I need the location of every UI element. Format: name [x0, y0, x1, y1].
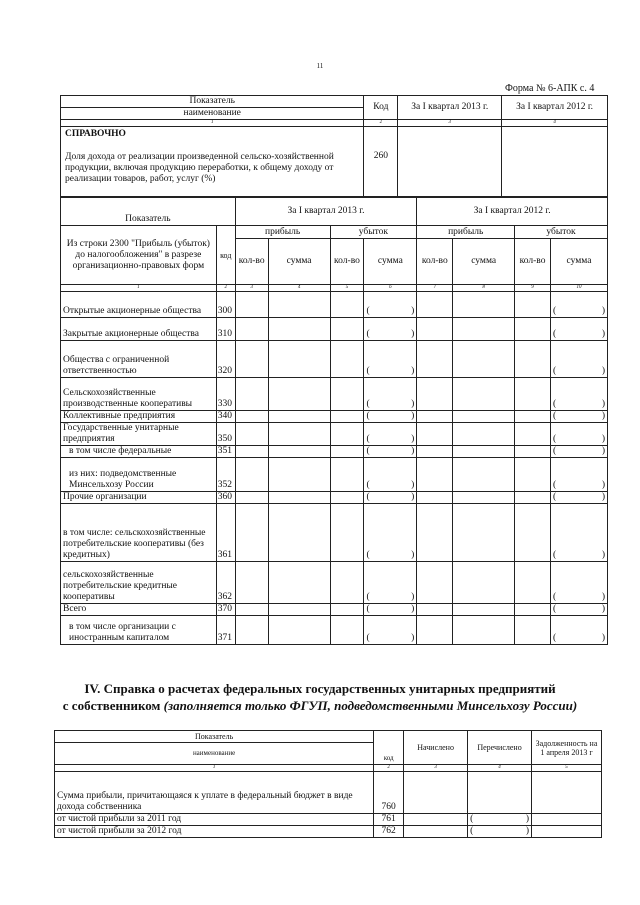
row-label: Всего: [61, 604, 217, 616]
header-q1-2012: За I квартал 2012 г.: [502, 96, 608, 120]
col-index: 4: [468, 765, 532, 772]
table-row: [61, 423, 608, 446]
count-cell[interactable]: [417, 318, 453, 341]
count-cell[interactable]: [235, 446, 268, 458]
header-code: код: [216, 226, 235, 285]
sum-cell[interactable]: [453, 504, 515, 562]
open-paren: (: [366, 592, 370, 602]
header-indicator: Показатель: [61, 198, 236, 226]
count-cell[interactable]: [330, 504, 364, 562]
header-sum: сумма: [364, 239, 417, 285]
row-label: в том числе: сельскохозяйственные потребительские кооперативы (без кредитных): [61, 504, 217, 562]
row-code: 362: [216, 562, 235, 604]
transferred-cell[interactable]: [468, 772, 532, 814]
row-label: из них: подведомственные Минсельхозу России: [61, 458, 217, 492]
header-sum: сумма: [551, 239, 608, 285]
row-label: в том числе федеральные: [61, 446, 217, 458]
count-cell[interactable]: [417, 411, 453, 423]
open-paren: (: [553, 399, 557, 409]
header-debt: Задолженность на 1 апреля 2013 г: [532, 731, 602, 765]
page-number: 11: [316, 62, 324, 70]
sum-cell[interactable]: [453, 411, 515, 423]
close-paren: ): [411, 399, 415, 409]
row-code: 760: [374, 772, 404, 814]
col-index: 1: [61, 120, 364, 127]
settlements-table: [54, 730, 602, 838]
reference-table: [60, 95, 608, 197]
open-paren: (: [553, 604, 557, 614]
open-paren: (: [366, 480, 370, 490]
open-paren: (: [366, 366, 370, 376]
sum-cell[interactable]: [268, 504, 330, 562]
count-cell[interactable]: [515, 492, 551, 504]
open-paren: (: [366, 604, 370, 614]
loss-sum-cell[interactable]: [551, 604, 608, 616]
header-name: наименование: [61, 108, 364, 120]
sum-cell[interactable]: [453, 604, 515, 616]
open-paren: (: [553, 480, 557, 490]
open-paren: (: [553, 446, 557, 456]
loss-sum-cell[interactable]: [551, 492, 608, 504]
table-row: [55, 826, 602, 838]
debt-cell[interactable]: [532, 826, 602, 838]
close-paren: ): [525, 814, 529, 824]
row-code: 320: [216, 341, 235, 378]
open-paren: (: [553, 550, 557, 560]
col-index: 2: [364, 120, 398, 127]
table-row: [61, 318, 608, 341]
count-cell[interactable]: [417, 492, 453, 504]
row-code: 350: [216, 423, 235, 446]
header-profit: прибыль: [417, 226, 515, 239]
close-paren: ): [411, 306, 415, 316]
count-cell[interactable]: [515, 616, 551, 645]
col-index: 4: [268, 285, 330, 292]
close-paren: ): [411, 633, 415, 643]
count-cell[interactable]: [417, 446, 453, 458]
header-code: код: [374, 731, 404, 765]
table-row: [61, 378, 608, 411]
row-code: 340: [216, 411, 235, 423]
close-paren: ): [411, 592, 415, 602]
sum-cell[interactable]: [268, 446, 330, 458]
sum-cell[interactable]: [453, 616, 515, 645]
loss-sum-cell[interactable]: [551, 411, 608, 423]
header-q1-2013: За I квартал 2013 г.: [235, 198, 417, 226]
open-paren: (: [553, 366, 557, 376]
sum-cell[interactable]: [268, 411, 330, 423]
col-index: 3: [398, 120, 502, 127]
debt-cell[interactable]: [532, 772, 602, 814]
loss-sum-cell[interactable]: [551, 292, 608, 318]
count-cell[interactable]: [515, 562, 551, 604]
open-paren: (: [553, 329, 557, 339]
sum-cell[interactable]: [268, 492, 330, 504]
sum-cell[interactable]: [453, 458, 515, 492]
sum-cell[interactable]: [268, 318, 330, 341]
open-paren: (: [366, 550, 370, 560]
count-cell[interactable]: [235, 318, 268, 341]
close-paren: ): [601, 550, 605, 560]
count-cell[interactable]: [235, 492, 268, 504]
open-paren: (: [366, 399, 370, 409]
count-cell[interactable]: [330, 341, 364, 378]
reference-row: [61, 127, 364, 197]
header-profit: прибыль: [235, 226, 330, 239]
count-cell[interactable]: [330, 616, 364, 645]
close-paren: ): [601, 306, 605, 316]
sum-cell[interactable]: [268, 458, 330, 492]
open-paren: (: [366, 492, 370, 502]
count-cell[interactable]: [235, 378, 268, 411]
section-iv-title: [0, 680, 640, 714]
table-row: [61, 446, 608, 458]
close-paren: ): [411, 411, 415, 421]
open-paren: (: [366, 329, 370, 339]
sum-cell[interactable]: [453, 318, 515, 341]
col-index: 5: [330, 285, 364, 292]
sum-cell[interactable]: [268, 341, 330, 378]
sum-cell[interactable]: [268, 616, 330, 645]
reference-row-label: Доля дохода от реализации произведенной сельско-хозяйственной продукции, включая продукцию переработки, к общему доходу от реализации товаров, работ, услуг (%): [65, 152, 334, 184]
close-paren: ): [411, 366, 415, 376]
col-index: 2: [374, 765, 404, 772]
count-cell[interactable]: [417, 378, 453, 411]
header-count: кол-во: [330, 239, 364, 285]
section-iv-title-line1: IV. Справка о расчетах федеральных государственных унитарных предприятий: [84, 681, 556, 696]
count-cell[interactable]: [330, 378, 364, 411]
row-code: 330: [216, 378, 235, 411]
sum-cell[interactable]: [453, 492, 515, 504]
transferred-cell[interactable]: [468, 826, 532, 838]
close-paren: ): [601, 592, 605, 602]
row-label: Коллективные предприятия: [61, 411, 217, 423]
row-label: Государственные унитарные предприятия: [61, 423, 217, 446]
count-cell[interactable]: [515, 292, 551, 318]
count-cell[interactable]: [515, 378, 551, 411]
section-iv-title-prefix: с собственником: [62, 698, 161, 713]
row-label: Прочие организации: [61, 492, 217, 504]
col-index: 8: [453, 285, 515, 292]
row-label: от чистой прибыли за 2012 год: [55, 826, 374, 838]
section-iv-title-line2: [0, 697, 640, 714]
count-cell[interactable]: [235, 616, 268, 645]
accrued-cell[interactable]: [404, 814, 468, 826]
open-paren: (: [553, 434, 557, 444]
table-row: [61, 616, 608, 645]
header-loss: убыток: [515, 226, 608, 239]
open-paren: (: [366, 633, 370, 643]
row-label: в том числе организации с иностранным капиталом: [61, 616, 217, 645]
count-cell[interactable]: [515, 604, 551, 616]
header-accrued: Начислено: [404, 731, 468, 765]
header-sum: сумма: [453, 239, 515, 285]
row-label: Сельскохозяйственные производственные кооперативы: [61, 378, 217, 411]
sum-cell[interactable]: [453, 378, 515, 411]
count-cell[interactable]: [235, 458, 268, 492]
count-cell[interactable]: [330, 423, 364, 446]
loss-sum-cell[interactable]: [364, 446, 417, 458]
count-cell[interactable]: [515, 411, 551, 423]
row-label: Общества с ограниченной ответственностью: [61, 341, 217, 378]
col-index: 1: [55, 765, 374, 772]
sum-cell[interactable]: [453, 292, 515, 318]
count-cell[interactable]: [235, 562, 268, 604]
count-cell[interactable]: [515, 446, 551, 458]
row-code: 300: [216, 292, 235, 318]
open-paren: (: [470, 826, 474, 836]
close-paren: ): [411, 434, 415, 444]
header-indicator: Показатель: [61, 96, 364, 108]
open-paren: (: [366, 306, 370, 316]
open-paren: (: [553, 492, 557, 502]
row-code: 361: [216, 504, 235, 562]
sum-cell[interactable]: [268, 423, 330, 446]
sum-cell[interactable]: [268, 292, 330, 318]
close-paren: ): [411, 492, 415, 502]
loss-sum-cell[interactable]: [364, 411, 417, 423]
count-cell[interactable]: [417, 604, 453, 616]
col-index: 5: [532, 765, 602, 772]
row-label: Открытые акционерные общества: [61, 292, 217, 318]
sum-cell[interactable]: [453, 423, 515, 446]
count-cell[interactable]: [235, 411, 268, 423]
section-iv-title-note: (заполняется только ФГУП, подведомственными Минсельхозу России): [163, 698, 578, 713]
accrued-cell[interactable]: [404, 772, 468, 814]
loss-sum-cell[interactable]: [551, 616, 608, 645]
header-indicator: Показатель: [55, 731, 374, 743]
count-cell[interactable]: [417, 292, 453, 318]
value-cell[interactable]: [398, 127, 502, 197]
count-cell[interactable]: [417, 504, 453, 562]
loss-sum-cell[interactable]: [551, 318, 608, 341]
header-sum: сумма: [268, 239, 330, 285]
col-index: 3: [235, 285, 268, 292]
loss-sum-cell[interactable]: [364, 318, 417, 341]
count-cell[interactable]: [417, 616, 453, 645]
form-code: Форма № 6-АПК с. 4: [505, 83, 595, 94]
col-index: 7: [417, 285, 453, 292]
loss-sum-cell[interactable]: [551, 458, 608, 492]
header-q1-2013: За I квартал 2013 г.: [398, 96, 502, 120]
col-index: 4: [502, 120, 608, 127]
header-loss: убыток: [330, 226, 417, 239]
header-q1-2012: За I квартал 2012 г.: [417, 198, 608, 226]
close-paren: ): [411, 329, 415, 339]
table-row: [61, 341, 608, 378]
loss-sum-cell[interactable]: [364, 492, 417, 504]
close-paren: ): [601, 446, 605, 456]
sum-cell[interactable]: [453, 562, 515, 604]
loss-sum-cell[interactable]: [551, 423, 608, 446]
loss-sum-cell[interactable]: [364, 378, 417, 411]
table-row: [61, 562, 608, 604]
row-label: Закрытые акционерные общества: [61, 318, 217, 341]
sum-cell[interactable]: [453, 446, 515, 458]
header-count: кол-во: [417, 239, 453, 285]
col-index: 1: [61, 285, 217, 292]
close-paren: ): [411, 550, 415, 560]
loss-sum-cell[interactable]: [551, 504, 608, 562]
row-code: 761: [374, 814, 404, 826]
count-cell[interactable]: [235, 292, 268, 318]
close-paren: ): [601, 492, 605, 502]
header-count: кол-во: [235, 239, 268, 285]
table-row: [61, 411, 608, 423]
row-code: 352: [216, 458, 235, 492]
count-cell[interactable]: [235, 341, 268, 378]
close-paren: ): [601, 434, 605, 444]
col-index: 6: [364, 285, 417, 292]
loss-sum-cell[interactable]: [364, 458, 417, 492]
header-transferred: Перечислено: [468, 731, 532, 765]
close-paren: ): [601, 633, 605, 643]
close-paren: ): [411, 446, 415, 456]
open-paren: (: [553, 411, 557, 421]
sum-cell[interactable]: [268, 378, 330, 411]
loss-sum-cell[interactable]: [364, 423, 417, 446]
loss-sum-cell[interactable]: [551, 341, 608, 378]
open-paren: (: [470, 814, 474, 824]
loss-sum-cell[interactable]: [364, 604, 417, 616]
col-index: 2: [216, 285, 235, 292]
count-cell[interactable]: [330, 492, 364, 504]
count-cell[interactable]: [235, 423, 268, 446]
close-paren: ): [601, 329, 605, 339]
count-cell[interactable]: [417, 458, 453, 492]
open-paren: (: [366, 446, 370, 456]
loss-sum-cell[interactable]: [364, 292, 417, 318]
count-cell[interactable]: [330, 411, 364, 423]
row-label: Сумма прибыли, причитающаяся к уплате в федеральный бюджет в виде дохода собственника: [55, 772, 374, 814]
profit-loss-table: [60, 197, 608, 645]
count-cell[interactable]: [330, 604, 364, 616]
table-row: [55, 772, 602, 814]
value-cell[interactable]: [502, 127, 608, 197]
row-code: 310: [216, 318, 235, 341]
table-row: [61, 504, 608, 562]
loss-sum-cell[interactable]: [551, 378, 608, 411]
sum-cell[interactable]: [453, 341, 515, 378]
row-code: 371: [216, 616, 235, 645]
reference-row-code: 260: [364, 127, 398, 197]
row-label: от чистой прибыли за 2011 год: [55, 814, 374, 826]
sum-cell[interactable]: [268, 562, 330, 604]
loss-sum-cell[interactable]: [364, 562, 417, 604]
count-cell[interactable]: [235, 504, 268, 562]
close-paren: ): [525, 826, 529, 836]
count-cell[interactable]: [417, 341, 453, 378]
col-index: 9: [515, 285, 551, 292]
sum-cell[interactable]: [268, 604, 330, 616]
close-paren: ): [601, 399, 605, 409]
header-count: кол-во: [515, 239, 551, 285]
table-row: [61, 492, 608, 504]
header-code: Код: [364, 96, 398, 120]
accrued-cell[interactable]: [404, 826, 468, 838]
close-paren: ): [601, 411, 605, 421]
table-row: [61, 292, 608, 318]
close-paren: ): [601, 480, 605, 490]
close-paren: ): [601, 366, 605, 376]
open-paren: (: [553, 306, 557, 316]
debt-cell[interactable]: [532, 814, 602, 826]
count-cell[interactable]: [515, 423, 551, 446]
count-cell[interactable]: [515, 318, 551, 341]
row-code: 351: [216, 446, 235, 458]
count-cell[interactable]: [515, 504, 551, 562]
transferred-cell[interactable]: [468, 814, 532, 826]
count-cell[interactable]: [330, 458, 364, 492]
loss-sum-cell[interactable]: [364, 341, 417, 378]
col-index: 3: [404, 765, 468, 772]
close-paren: ): [601, 604, 605, 614]
row-code: 762: [374, 826, 404, 838]
table-row: [61, 458, 608, 492]
col-index: 10: [551, 285, 608, 292]
row-code: 360: [216, 492, 235, 504]
loss-sum-cell[interactable]: [364, 616, 417, 645]
count-cell[interactable]: [330, 446, 364, 458]
loss-sum-cell[interactable]: [551, 446, 608, 458]
open-paren: (: [366, 434, 370, 444]
table-row: [55, 814, 602, 826]
open-paren: (: [553, 633, 557, 643]
count-cell[interactable]: [417, 423, 453, 446]
count-cell[interactable]: [515, 341, 551, 378]
loss-sum-cell[interactable]: [364, 504, 417, 562]
open-paren: (: [553, 592, 557, 602]
count-cell[interactable]: [330, 292, 364, 318]
count-cell[interactable]: [330, 562, 364, 604]
close-paren: ): [411, 480, 415, 490]
reference-heading: СПРАВОЧНО: [65, 129, 126, 139]
loss-sum-cell[interactable]: [551, 562, 608, 604]
header-breakdown: Из строки 2300 "Прибыль (убыток) до налогообложения" в разрезе организационно-правовых форм: [61, 226, 217, 285]
row-code: 370: [216, 604, 235, 616]
table-row: [61, 604, 608, 616]
close-paren: ): [411, 604, 415, 614]
count-cell[interactable]: [235, 604, 268, 616]
header-name: наименование: [55, 743, 374, 765]
count-cell[interactable]: [330, 318, 364, 341]
count-cell[interactable]: [515, 458, 551, 492]
open-paren: (: [366, 411, 370, 421]
row-label: сельскохозяйственные потребительские кредитные кооперативы: [61, 562, 217, 604]
count-cell[interactable]: [417, 562, 453, 604]
